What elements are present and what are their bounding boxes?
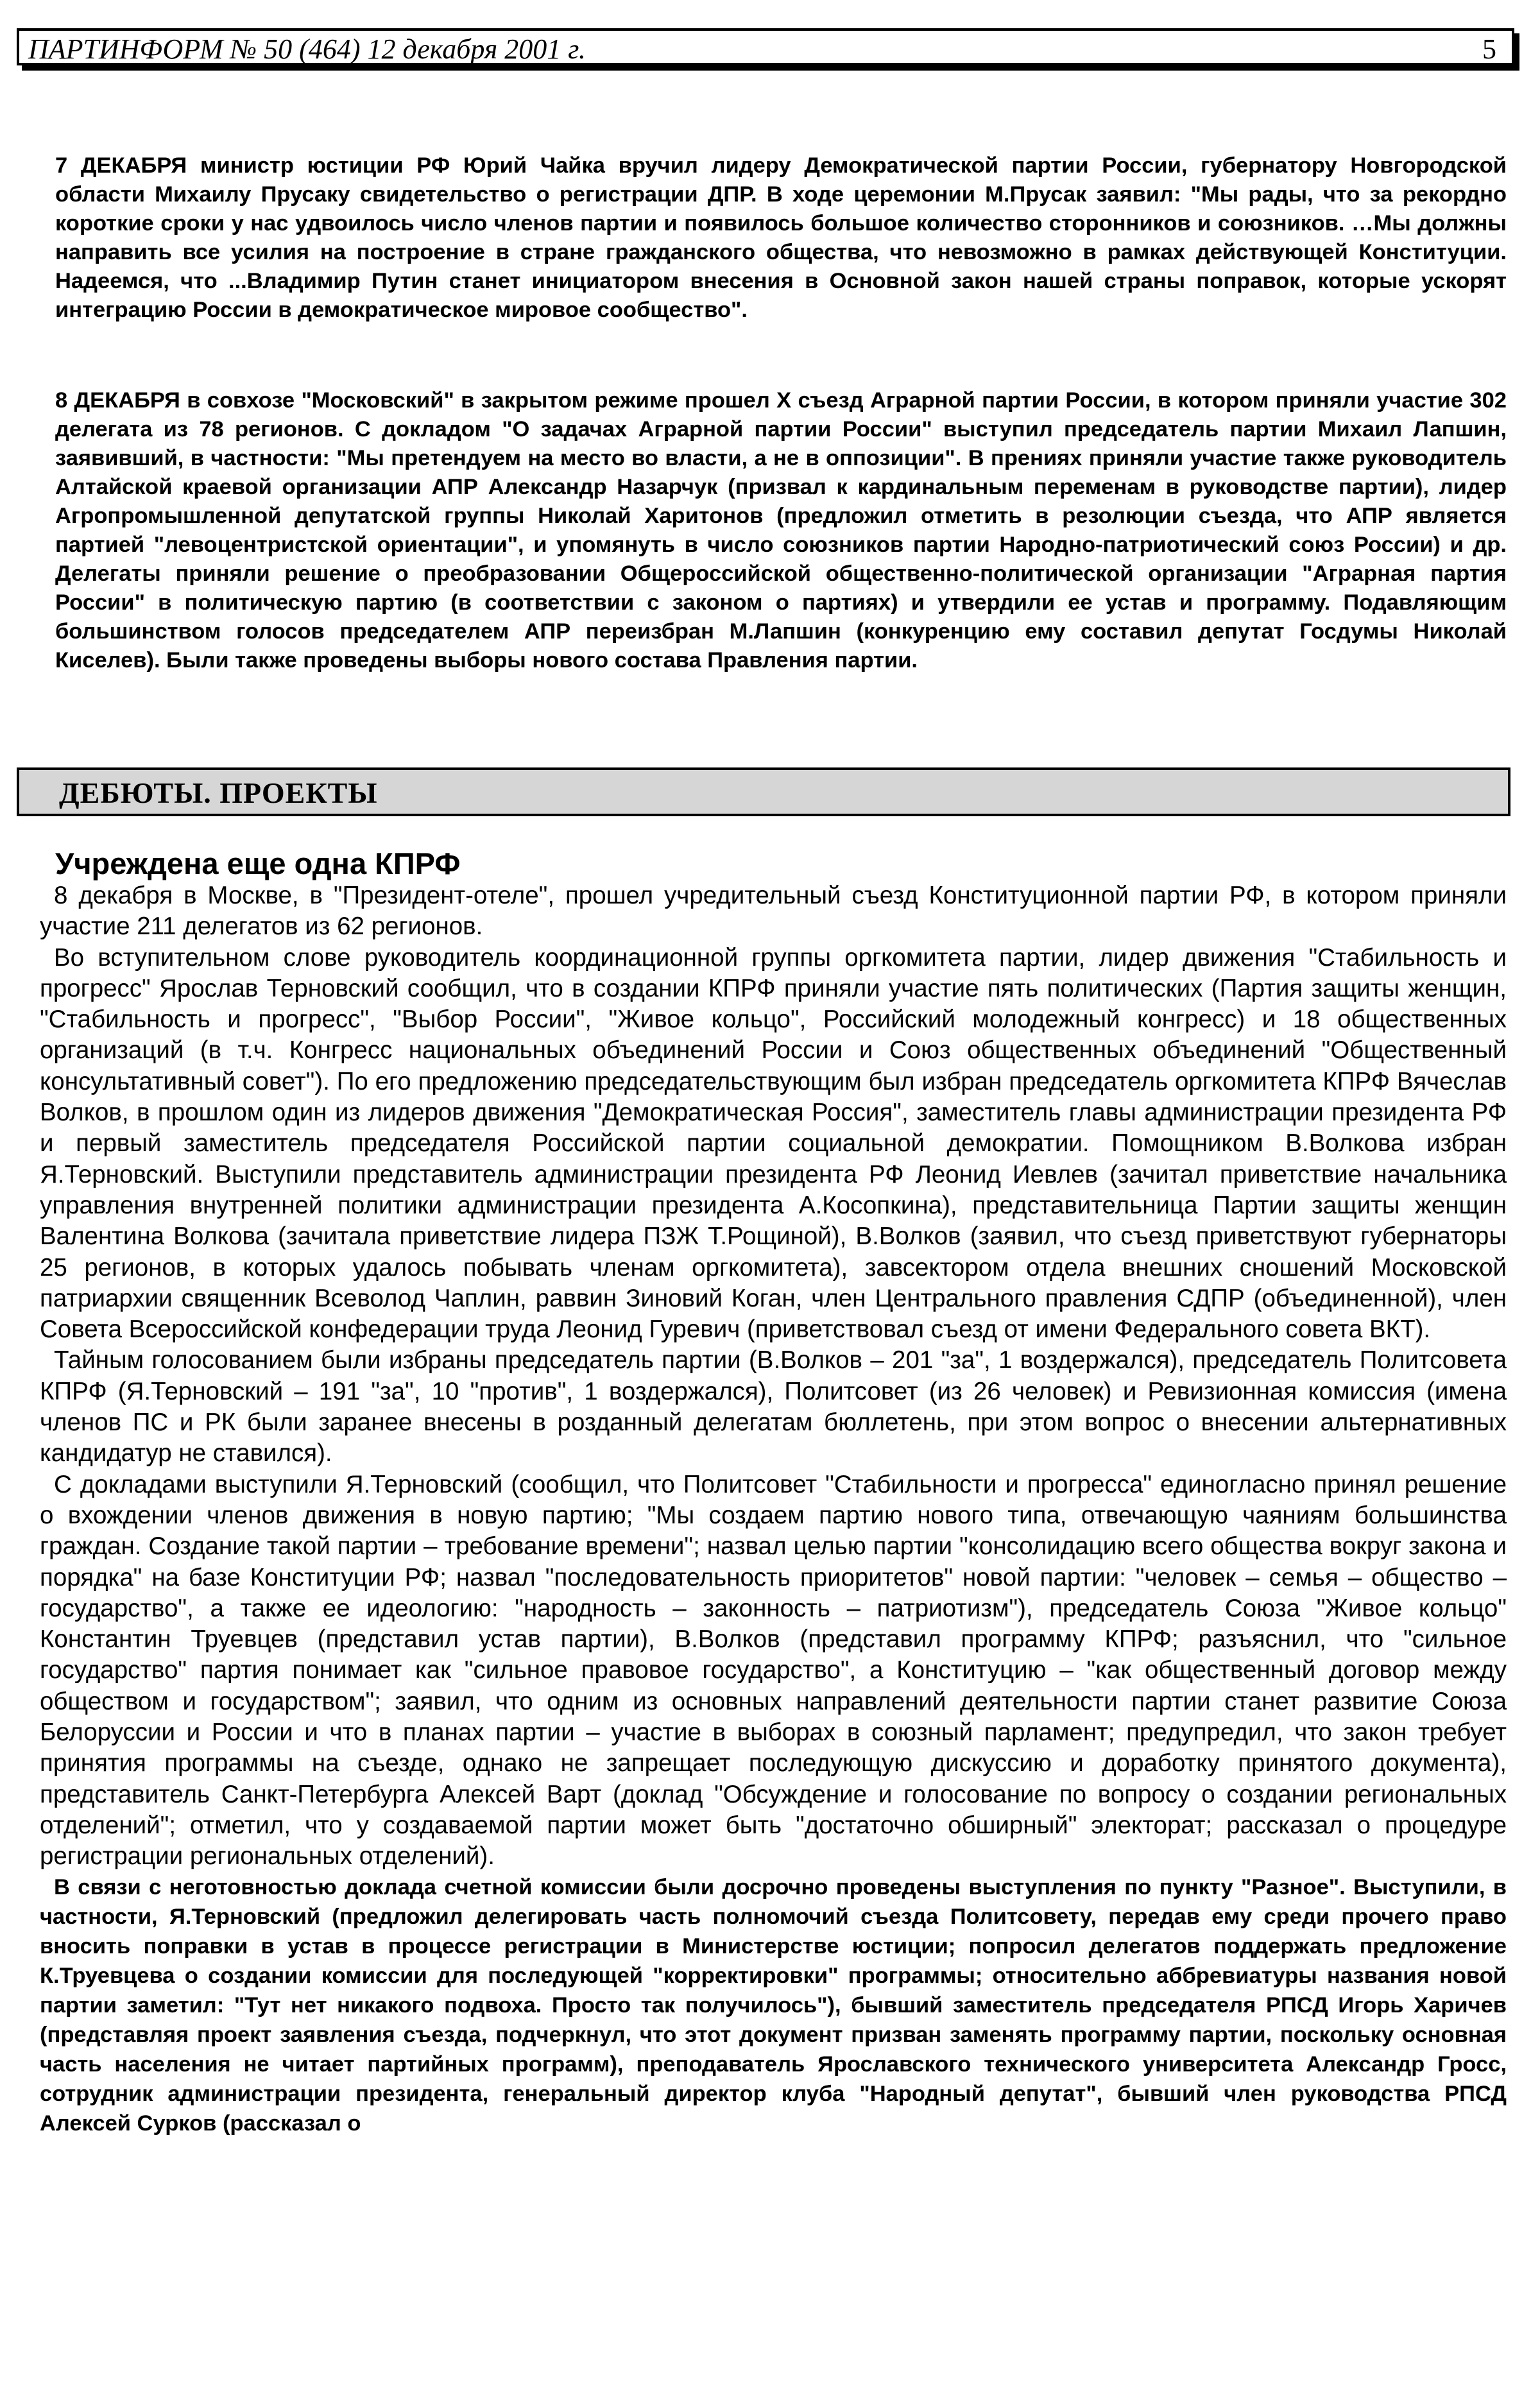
page-number: 5 xyxy=(1482,33,1496,65)
section-header xyxy=(17,767,1510,816)
article-paragraph: Во вступительном слове руководитель координационной группы оргкомитета партии, лидер движения "Стабильность и прогресс" Ярослав Терновский сообщил, что в создании КПРФ приняли участие пять политических (Партия защиты женщин, "Стабильность и прогресс", "Выбор России", "Живое кольцо", Российский молодежный конгресс) и 18 общественных организаций (в т.ч. Конгресс национальных объединений России и Союз общественных объединений "Общественный консультативный совет"). По его предложению председательствующим был избран председатель оргкомитета КПРФ Вячеслав Волков, в прошлом один из лидеров движения "Демократическая Россия", заместитель главы администрации президента РФ и первый заместитель председателя Российской партии социальной демократии. Помощником В.Волкова избран Я.Терновский. Выступили представитель администрации президента РФ Леонид Иевлев (зачитал приветствие начальника управления внутренней политики администрации президента А.Косопкина), представительница Партии защиты женщин Валентина Волкова (зачитала приветствие лидера ПЗЖ Т.Рощиной), В.Волков (заявил, что съезд приветствуют губернаторы 25 регионов, в которых удалось побывать членам оргкомитета), завсектором отдела внешних сношений Московской патриархии священник Всеволод Чаплин, раввин Зиновий Коган, член Центрального правления СДПР (объединенной), член Совета Всероссийской конфедерации труда Леонид Гуревич (приветствовал съезд от имени Федерального совета ВКТ). xyxy=(40,943,1507,1344)
page-header xyxy=(17,28,1514,65)
article-paragraph: Тайным голосованием были избраны председатель партии (В.Волков – 201 "за", 1 воздержался), председатель Политсовета КПРФ (Я.Терновский – 191 "за", 10 "против", 1 воздержался), Политсовет (из 26 человек) и Ревизионная комиссия (имена членов ПС и РК были заранее внесены в розданный делегатам бюллетень, при этом вопрос о внесении альтернативных кандидатур не ставился). xyxy=(40,1346,1507,1468)
article-body xyxy=(40,880,1507,2138)
article-paragraph: С докладами выступили Я.Терновский (сообщил, что Политсовет "Стабильности и прогресса" единогласно принял решение о вхождении членов движения в новую партию; "Мы создаем партию нового типа, отвечающую чаяниям большинства граждан. Создание такой партии – требование времени"; назвал целью партии "консолидацию всего общества вокруг закона и порядка" на базе Конституции РФ; назвал "последовательность приоритетов" новой партии: "человек – семья – общество – государство", а также ее идеологию: "народность – законность – патриотизм"), председатель Союза "Живое кольцо" Константин Труевцев (представил устав партии), В.Волков (представил программу КПРФ; разъяснил, что "сильное государство" партия понимает как "сильное правовое государство", а Конституцию – "как общественный договор между обществом и государством"; заявил, что одним из основных направлений деятельности партии станет развитие Союза Белоруссии и России и что в планах партии – участие в выборах в союзный парламент; предупредил, что закон требует принятия программы на съезде, однако не запрещает последующую дискуссию и доработку принятого документа), представитель Санкт-Петербурга Алексей Варт (доклад "Обсуждение и голосование по вопросу о создании региональных отделений"; отметил, что у создаваемой партии может быть "достаточно обширный" электорат; рассказал о процедуре регистрации региональных отделений). xyxy=(40,1470,1507,1871)
section-title: ДЕБЮТЫ. ПРОЕКТЫ xyxy=(59,776,378,809)
news-item: 7 ДЕКАБРЯ министр юстиции РФ Юрий Чайка вручил лидеру Демократической партии России, губернатору Новгородской области Михаилу Прусаку свидетельство о регистрации ДПР. В ходе церемонии М.Прусак заявил: "Мы рады, что за рекордно короткие сроки у нас удвоилось число членов партии и появилось большое количество сторонников и союзников. …Мы должны направить все усилия на построение в стране гражданского общества, что невозможно в рамках действующей Конституции. Надеемся, что ...Владимир Путин станет инициатором внесения в Основной закон нашей страны поправок, которые ускорят интеграцию России в демократическое мировое сообщество". xyxy=(55,153,1507,322)
publication-title: ПАРТИНФОРМ № 50 (464) 12 декабря 2001 г. xyxy=(28,33,586,65)
article-paragraph: 8 декабря в Москве, в "Президент-отеле", прошел учредительный съезд Конституционной партии РФ, в котором приняли участие 211 делегатов из 62 регионов. xyxy=(40,882,1507,941)
news-item: 8 ДЕКАБРЯ в совхозе "Московский" в закрытом режиме прошел X съезд Аграрной партии России, в котором приняли участие 302 делегата из 78 регионов. С докладом "О задачах Аграрной партии России" выступил председатель партии Михаил Лапшин, заявивший, в частности: "Мы претендуем на место во власти, а не в оппозиции". В прениях приняли участие также руководитель Алтайской краевой организации АПР Александр Назарчук (призвал к кардинальным переменам в руководстве партии), лидер Агропромышленной депутатской группы Николай Харитонов (предложил отметить в резолюции съезда, что АПР является партией "левоцентристской ориентации", и упомянуть в число союзников партии Народно-патриотический союз России) и др. Делегаты приняли решение о преобразовании Общероссийской общественно-политической организации "Аграрная партия России" в политическую партию (в соответствии с законом о партиях) и утвердили ее устав и программу. Подавляющим большинством голосов председателем АПР переизбран М.Лапшин (конкуренцию ему составил депутат Госдумы Николай Киселев). Были также проведены выборы нового состава Правления партии. xyxy=(55,388,1507,673)
article-paragraph-bold: В связи с неготовностью доклада счетной комиссии были досрочно проведены выступления по пункту "Разное". Выступили, в частности, Я.Терновский (предложил делегировать часть полномочий съезда Политсовету, передав ему среди прочего право вносить поправки в устав в процессе регистрации в Министерстве юстиции; попросил делегатов поддержать предложение К.Труевцева о создании комиссии для последующей "корректировки" программы; относительно аббревиатуры названия новой партии заметил: "Тут нет никакого подвоха. Просто так получилось"), бывший заместитель председателя РПСД Игорь Харичев (представляя проект заявления съезда, подчеркнул, что этот документ призван заменять программу партии, поскольку основная часть населения не читает партийных программ), преподаватель Ярославского технического университета Александр Гросс, сотрудник администрации президента, генеральный директор клуба "Народный депутат", бывший член руководства РПСД Алексей Сурков (рассказал о xyxy=(40,1874,1507,2136)
article-title: Учреждена еще одна КПРФ xyxy=(55,846,461,880)
